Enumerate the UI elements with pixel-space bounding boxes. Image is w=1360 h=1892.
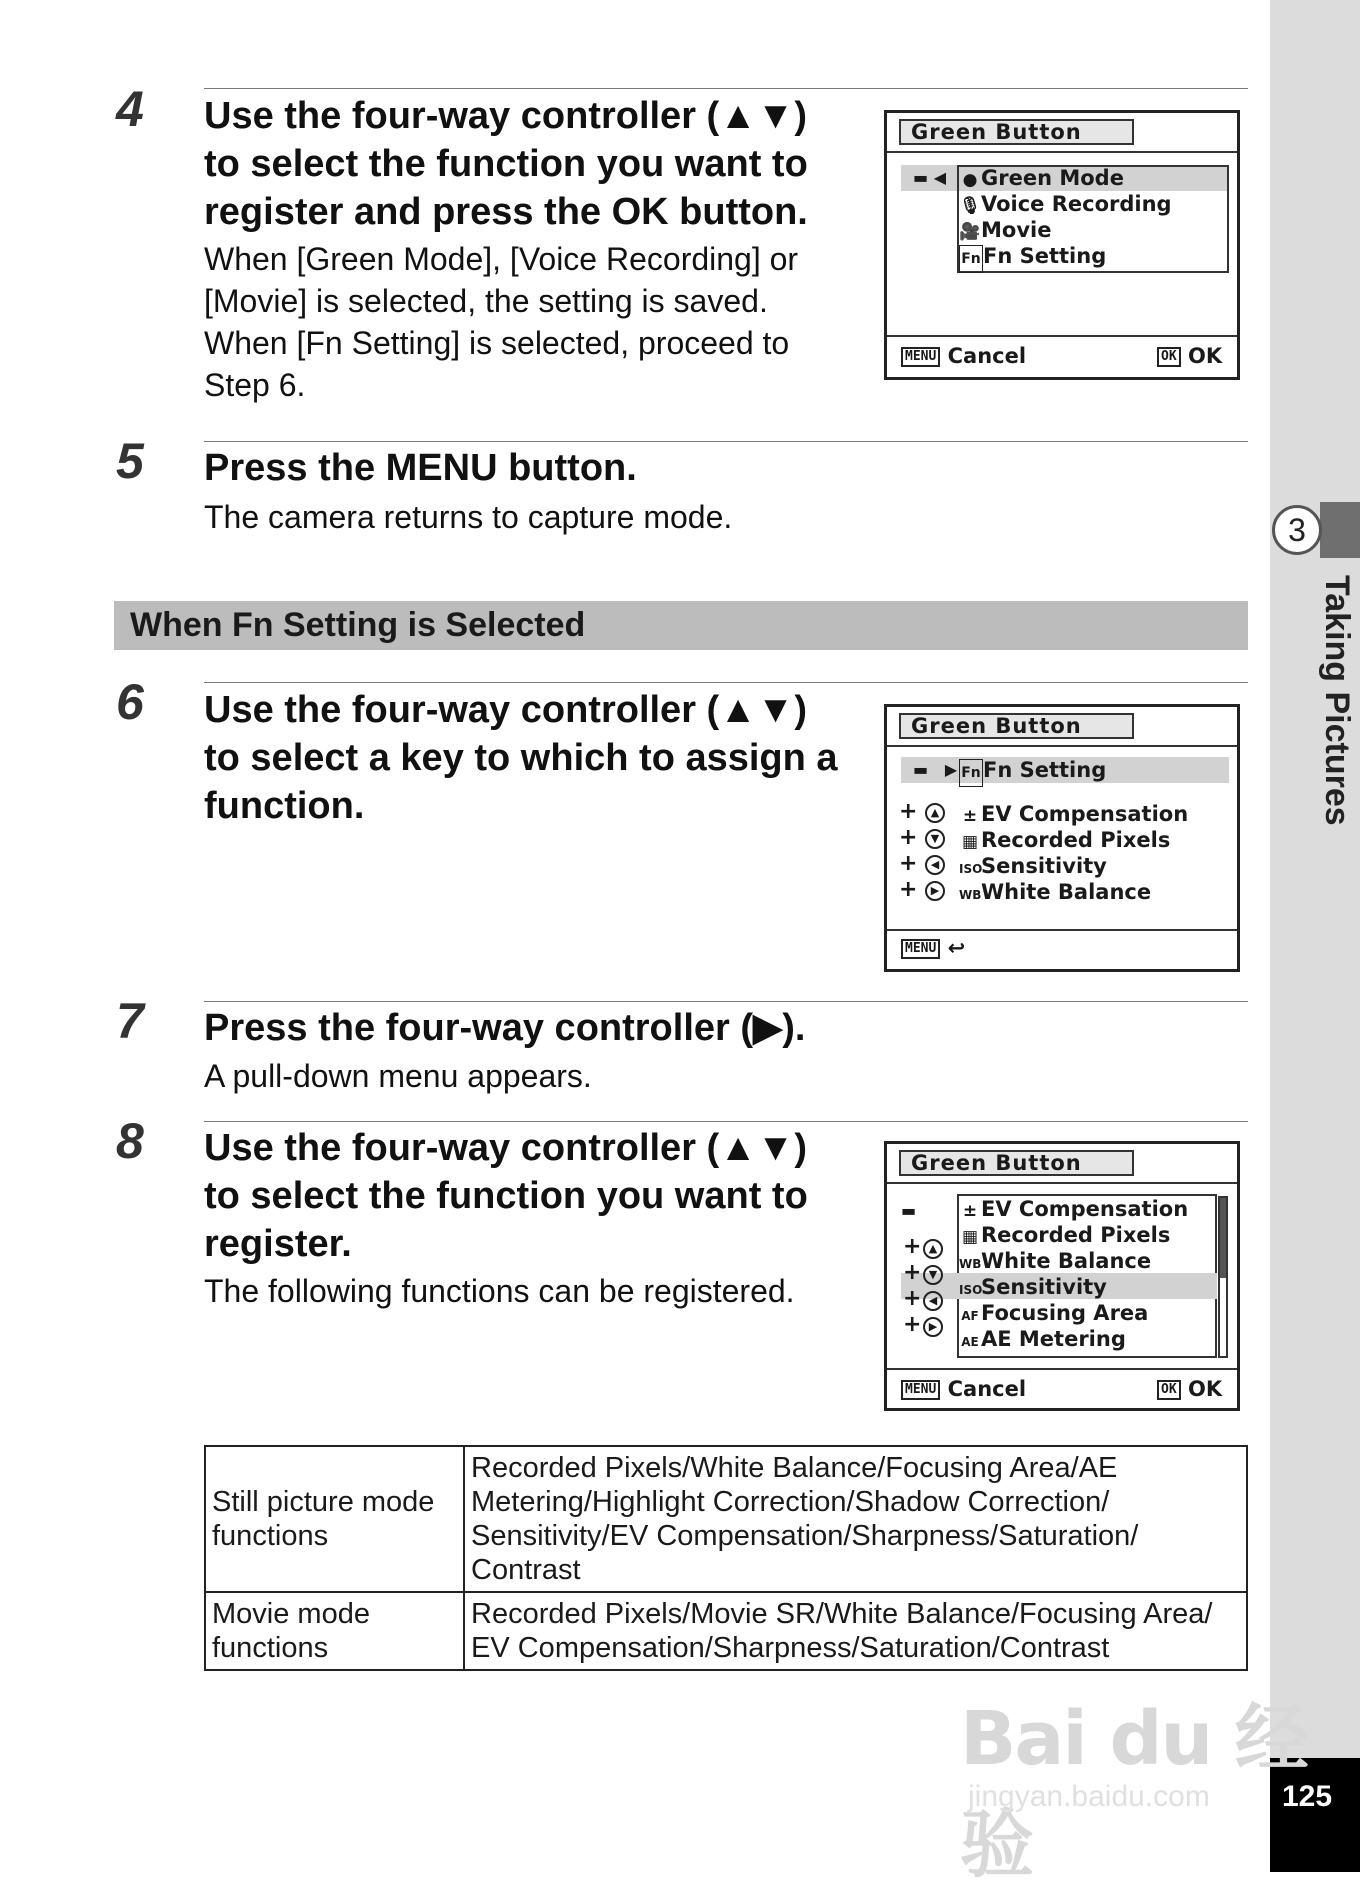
section-title: When Fn Setting is Selected [130, 606, 586, 644]
table-value-cell: Recorded Pixels/White Balance/Focusing Area/AE Metering/Highlight Correction/Shadow Correction/ Sensitivity/EV Compensation/Sharpness/Saturation/ Contrast [464, 1446, 1247, 1592]
body-line: The camera returns to capture mode. [204, 499, 733, 535]
ev-icon: ± [962, 806, 978, 826]
ok-hint[interactable]: OK OK [1157, 1376, 1222, 1402]
divider [887, 151, 1237, 153]
wb-icon: WB [959, 1257, 982, 1271]
assigned-function[interactable]: ± EV Compensation [959, 801, 1188, 829]
step-divider [204, 1001, 1248, 1002]
body-line: The following functions can be registered. [204, 1273, 795, 1309]
body-line: Step 6. [204, 367, 306, 403]
ok-key-icon: OK [1157, 347, 1181, 367]
selected-function[interactable]: Fn Fn Setting [959, 757, 1106, 787]
screen-title: Green Button [899, 119, 1134, 145]
step-number: 8 [116, 1113, 144, 1169]
pixels-icon: ▦ [961, 1227, 979, 1247]
chapter-title: Taking Pictures [1318, 575, 1356, 826]
screen-title: Green Button [899, 713, 1134, 739]
plus-icon: + [899, 851, 918, 876]
heading-line: Press the MENU button. [204, 447, 637, 489]
step-divider [204, 1121, 1248, 1122]
step-number: 6 [116, 674, 144, 730]
assigned-function[interactable]: ▦ Recorded Pixels [959, 827, 1170, 855]
table-row [205, 1592, 1247, 1670]
left-key-icon: ◀ [925, 855, 945, 875]
step-divider [204, 441, 1248, 442]
table-row [205, 1446, 1247, 1592]
screen-title: Green Button [899, 1150, 1134, 1176]
menu-key-icon: MENU [901, 1380, 940, 1400]
menu-item[interactable]: ± EV Compensation [959, 1196, 1188, 1224]
menu-item[interactable]: ● Green Mode [959, 165, 1124, 193]
divider [887, 1368, 1237, 1370]
step-number: 7 [116, 993, 144, 1049]
green-mode-icon: ▬ ▶ [913, 760, 958, 779]
heading-line: Press the four-way controller (▶). [204, 1007, 806, 1049]
heading-line: to select the function you want to [204, 1175, 808, 1217]
chapter-number: 3 [1272, 505, 1322, 555]
functions-table [204, 1445, 1248, 1671]
plus-icon: + [899, 799, 918, 824]
movie-camera-icon: 🎥 [959, 222, 981, 242]
menu-item[interactable]: AF Focusing Area [959, 1300, 1148, 1329]
divider [887, 1182, 1237, 1184]
divider [887, 335, 1237, 337]
heading-line: function. [204, 785, 365, 827]
step-divider [204, 88, 1248, 89]
step-body [204, 1055, 592, 1097]
page-number: 125 [1270, 1758, 1360, 1872]
iso-icon: ISO [959, 862, 983, 876]
right-key-icon: ▶ [923, 1317, 943, 1337]
iso-icon: ISO [959, 1283, 983, 1297]
body-line: A pull-down menu appears. [204, 1058, 592, 1094]
divider [887, 929, 1237, 931]
heading-line: register. [204, 1223, 352, 1265]
ok-hint[interactable]: OK OK [1157, 343, 1222, 369]
back-hint[interactable] [901, 935, 965, 961]
heading-line: Use the four-way controller (▲▼) [204, 689, 808, 731]
body-line: When [Fn Setting] is selected, proceed to [204, 325, 790, 361]
cancel-hint[interactable]: MENU Cancel [901, 1376, 1026, 1402]
down-key-icon: ▼ [925, 829, 945, 849]
table-key-cell: Movie mode functions [205, 1592, 464, 1670]
green-mode-icon: ▬ ◀ [913, 168, 946, 187]
heading-line: to select a key to which to assign a [204, 737, 838, 779]
step-number: 5 [116, 433, 144, 489]
green-icon: ● [962, 170, 978, 190]
step-body [204, 496, 732, 538]
camera-screen-fn-setting [884, 704, 1240, 972]
fn-icon: Fn [959, 245, 983, 273]
back-arrow-icon: ↩ [947, 936, 966, 960]
wb-icon: WB [959, 888, 982, 902]
step-number: 4 [116, 81, 144, 137]
green-mode-icon: ▬ [901, 1201, 917, 1220]
table-key-cell: Still picture mode functions [205, 1446, 464, 1592]
menu-item[interactable]: WBWhite Balance [959, 1248, 1151, 1277]
camera-screen-green-button [884, 110, 1240, 380]
step-body [204, 238, 798, 406]
plus-icon: + [903, 1234, 922, 1259]
scrollbar[interactable] [1218, 1196, 1228, 1358]
divider [887, 745, 1237, 747]
heading-line: register and press the OK button. [204, 191, 808, 233]
plus-icon: + [899, 877, 918, 902]
ok-key-icon: OK [1157, 1380, 1181, 1400]
menu-item[interactable]: 🎥Movie [959, 217, 1051, 245]
step-heading [204, 444, 637, 492]
pixels-icon: ▦ [961, 832, 979, 852]
step-divider [204, 682, 1248, 683]
microphone-icon: 🎙 [959, 196, 981, 216]
table-value-cell: Recorded Pixels/Movie SR/White Balance/Focusing Area/ EV Compensation/Sharpness/Saturation/Contrast [464, 1592, 1247, 1670]
cancel-hint[interactable]: MENU Cancel [901, 343, 1026, 369]
plus-icon: + [903, 1286, 922, 1311]
camera-screen-function-list [884, 1141, 1240, 1411]
right-key-icon: ▶ [925, 881, 945, 901]
step-heading [204, 92, 808, 236]
chapter-tab-band [1320, 502, 1360, 558]
menu-item[interactable]: 🎙Voice Recording [959, 191, 1172, 219]
fn-icon: Fn [959, 759, 983, 787]
left-key-icon: ◀ [923, 1291, 943, 1311]
ev-icon: ± [962, 1201, 978, 1221]
assigned-function[interactable]: ISOSensitivity [959, 853, 1107, 882]
heading-line: Use the four-way controller (▲▼) [204, 95, 808, 137]
chapter-sidebar [1270, 0, 1360, 1872]
heading-line: to select the function you want to [204, 143, 808, 185]
assigned-function[interactable]: WBWhite Balance [959, 879, 1151, 908]
body-line: When [Green Mode], [Voice Recording] or [204, 241, 799, 277]
plus-icon: + [903, 1312, 922, 1337]
step-body [204, 1270, 795, 1312]
plus-icon: + [899, 825, 918, 850]
step-heading [204, 686, 838, 830]
watermark-url: jingyan.baidu.com [968, 1780, 1210, 1813]
up-key-icon: ▲ [923, 1239, 943, 1259]
down-key-icon: ▼ [923, 1265, 943, 1285]
body-line: [Movie] is selected, the setting is saved. [204, 283, 768, 319]
ae-icon: AE [961, 1335, 979, 1349]
menu-key-icon: MENU [901, 939, 940, 959]
menu-item-selected[interactable]: ISOSensitivity [959, 1274, 1107, 1303]
baidu-watermark: Bai du 经验 [960, 1696, 1307, 1888]
up-key-icon: ▲ [925, 803, 945, 823]
menu-item[interactable]: AE AE Metering [959, 1326, 1126, 1355]
plus-icon: + [903, 1260, 922, 1285]
menu-key-icon: MENU [901, 347, 940, 367]
step-heading [204, 1004, 805, 1052]
af-icon: AF [961, 1309, 979, 1323]
menu-item[interactable]: ▦ Recorded Pixels [959, 1222, 1170, 1250]
step-heading [204, 1124, 808, 1268]
heading-line: Use the four-way controller (▲▼) [204, 1127, 808, 1169]
menu-item[interactable]: Fn Fn Setting [959, 243, 1106, 273]
